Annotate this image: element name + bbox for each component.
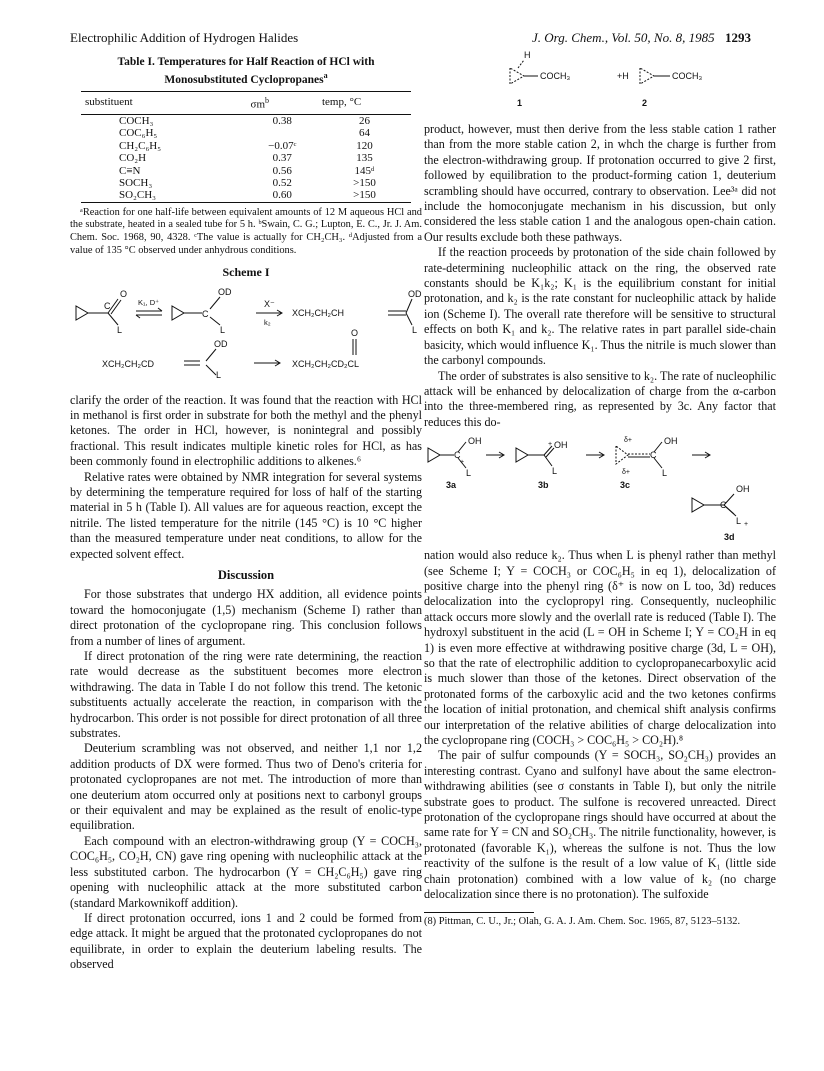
table-row: COC₆H₅ 64 [119, 127, 370, 140]
svg-text:K₁, D⁺: K₁, D⁺ [138, 297, 160, 307]
svg-text:L: L [662, 468, 668, 479]
right-para-5: The pair of sulfur compounds (Y = SOCH₃, SO₂CH₃) provides an interesting contrast. Cyano and sulfonyl have about the same electron-withdrawing abilities (see σ constants in Table I), but only the nitrile substrate goes to product. The sulfone is recovered unreacted. Direct protonation of the cyclopropane rings should have occurred at about the same rate for Y = CN and SO₂CH₃. The nitrile functionality, however, is protonated (favorable K₁), whereas the sulfone is not. Thus the low reactivity of the sulfone is the result of a low value of K₁ (little side chain protonation) combined with a low value of k₂ (no charge delocalization since there is no protonation). The sulfoxide [424, 748, 776, 902]
structures-3a-3d [424, 434, 776, 544]
scheme1-diagram [70, 281, 422, 379]
footnote-rule [424, 912, 534, 913]
svg-text:OH: OH [736, 484, 750, 495]
svg-text:XCH₂CH₂CH: XCH₂CH₂CH [292, 307, 344, 318]
scheme1-title: Scheme I [222, 265, 270, 280]
svg-text:2: 2 [642, 98, 648, 108]
svg-text:L: L [736, 516, 742, 527]
svg-text:+H: +H [617, 71, 629, 81]
svg-text:OH: OH [664, 436, 678, 447]
running-head-right: J. Org. Chem., Vol. 50, No. 8, 1985 [532, 30, 715, 45]
table1-caption: Table I. Temperatures for Half Reaction of HCl with Monosubstituted Cyclopropanes$^a$ [117, 56, 375, 86]
cations-1-2-diagram [424, 50, 776, 112]
svg-text:XCH₂CH₂CD₂CL: XCH₂CH₂CD₂CL [292, 358, 359, 369]
svg-text:OH: OH [468, 436, 482, 447]
reference-8: (8) Pittman, C. U., Jr.; Olah, G. A. J. Am. Chem. Soc. 1965, 87, 5123–5132. [424, 916, 741, 928]
table-row: CH₂C₆H₅ −0.07ᶜ 120 [119, 139, 373, 152]
table-row: C≡N 0.56 145ᵈ [119, 164, 375, 177]
right-column [424, 50, 776, 929]
table-row: SOCH₃ 0.52 >150 [119, 176, 376, 189]
svg-text:L: L [216, 369, 222, 379]
svg-text:OH: OH [554, 440, 568, 451]
left-para-2: Relative rates were obtained by NMR integration for several systems by determining the temperature required for loss of half of the starting material in 5 h (Table I). All values are for aqueous reaction, except the nitrile. The listed temperature for the nitrile (145 °C) is 10 °C higher than the measured temperature under neat conditions, to allow for the expected solvent effect. [70, 469, 422, 561]
svg-text:C: C [202, 308, 209, 319]
svg-text:3d: 3d [724, 532, 735, 543]
right-para-2: If the reaction proceeds by protonation of the side chain followed by rate-determining nucleophilic attack on the ring, the observed rate constants should be K₁k₂; K₁ is the equilibrium constant for initial protonation, and k₂ is the rate constant for nucleophilic attack by halide ion (Scheme I). The overall rate therefore will be sensitive to structural effects on both K₁ and k₂. The relative rates in part parallel side-chain basicity, which would influence K₁. Thus the nitrile is much slower than the carbonyl compounds. [424, 245, 776, 368]
table1-header-substituent: substituent [81, 91, 247, 114]
svg-text:C: C [104, 300, 111, 311]
right-para-3: The order of substrates is also sensitive to k₂. The rate of nucleophilic attack will be enhanced by delocalization of charge from the α-carbon into the three-membered ring, as represented by 3c. Any factor that reduces this do- [424, 368, 776, 429]
svg-text:δ+: δ+ [624, 437, 632, 445]
svg-text:X⁻: X⁻ [264, 298, 275, 309]
left-para-1: clarify the order of the reaction. It was found that the reaction with HCl in methanol is first order in substrate for both the methyl and the phenyl ketones. The order in HCl, however, is nonintegral and possibly fractional. This result indicates multiple kinetic roles for HCl, as has been commonly found in electrophilic additions to alkenes.⁶ [70, 392, 422, 469]
svg-text:L: L [220, 324, 226, 335]
svg-text:COCH₃: COCH₃ [540, 71, 571, 81]
svg-text:OD: OD [218, 286, 232, 297]
section-heading-discussion: Discussion [217, 567, 275, 582]
svg-text:L: L [412, 324, 418, 335]
svg-text:L: L [466, 468, 472, 479]
svg-text:+: + [460, 459, 465, 467]
svg-text:1: 1 [517, 98, 523, 108]
running-head-left: Electrophilic Addition of Hydrogen Halides [70, 30, 299, 45]
left-para-4: If direct protonation of the ring were rate determining, the reaction rate would decrease as the substituent becomes more electron withdrawing. The data in Table I do not follow this trend. The ketonic substituents actually accelerate the reaction, in comparison with the hydrocarbon. This order is not possible for direct protonation of all three substrates. [70, 649, 422, 741]
svg-text:O: O [351, 327, 359, 338]
table-row: CO₂H 0.37 135 [119, 152, 373, 165]
left-para-5: Deuterium scrambling was not observed, and neither 1,1 nor 1,2 addition products of DX were formed. Thus two of Deno's criteria for protonated cyclopropanes are not met. The introduction of more than one deuterium atom occurred only at positions next to carbonyl groups or their equivalent and may be explained as the result of enolic-type equilibration. [70, 741, 422, 833]
svg-text:C: C [650, 450, 657, 461]
table1 [81, 91, 411, 203]
svg-text:XCH₂CH₂CD: XCH₂CH₂CD [102, 358, 154, 369]
table-row: SO₂CH₃ 0.60 >150 [81, 189, 411, 202]
left-para-6: Each compound with an electron-withdrawing group (Y = COCH₃, COC₆H₅, CO₂H, CN) gave ring opening with nucleophilic attack at the less substituted carbon. The hydrocarbon (Y = CH₂C₆H₅) gave ring opening with nucleophilic attack at the more substituted carbon (standard Markownikoff addition). [70, 833, 422, 910]
svg-text:k₂: k₂ [264, 317, 271, 327]
right-para-1: product, however, must then derive from the less stable cation 1 rather than from the more stable cation 2, in whch the charge is further from the electron-withdrawing group. If protonation occurred to give 2 first, followed by equilibration to the product-forming cation 1, deuterium scrambling should have occurred, contrary to observation. Lee³ᵃ did not include the homoconjugate mechanism in his discussion, but only considered the less stable cation 1 and the analogous open-chain cation. Our results exclude both these pathways. [424, 122, 776, 244]
cyclopropane-ring [76, 306, 88, 320]
svg-text:OD: OD [214, 338, 228, 349]
svg-text:H: H [524, 50, 531, 60]
svg-text:3c: 3c [620, 480, 631, 491]
svg-text:+: + [744, 521, 749, 529]
left-column [70, 56, 422, 973]
table-row: COCH₃ 0.38 26 [119, 114, 370, 127]
left-para-3: For those substrates that undergo HX addition, all evidence points toward the homoconjugate (1,5) mechanism (Scheme I) rather than direct protonation of the cyclopropane ring. This conclusion follows from a number of lines of argument. [70, 587, 422, 648]
page-number: 1293 [725, 30, 751, 45]
table1-footnotes: ᵃReaction for one half-life between equivalent amounts of 12 M aqueous HCl and the substrate, heated in a sealed tube for 5 h. ᵇSwain, C. G.; Lupton, E. C., Jr. J. Am. Chem. Soc. 1968, 90, 4328. ᶜThe value is actually for CH₂CH₃. ᵈAdjusted from a value of 135 °C observed under anhydrous conditions. [70, 206, 422, 256]
right-para-4: nation would also reduce k₂. Thus when L is phenyl rather than methyl (see Scheme I; Y = COCH₃ or COC₆H₅ in eq 1), delocalization of positive charge into the phenyl ring (δ⁺ is now on L too, 3d) reduces delocalization into the cyclopropyl ring. Consequently, nucleophilic attack occurs more slowly and the overlall rate is reduced (Table I). The hydroxyl substituent in the acid (L = OH in Scheme I; Y = CO₂H in eq 1) is even more effective at withdrawing positive charge (3d, L = OH), so that the rate of electrophilic addition to cyclopropanecarboxylic acid is much slower than those of the ketones. Direct observation of the protonated forms of the carboxylic acid and the two ketones confirms the location of initial protonation, and chemical shift analysis confirms our interpretation of the relative abilities of charge delocalization into the cyclopropane ring (COCH₃ > COC₆H₅ > CO₂H).⁸ [424, 548, 776, 747]
table1-header-sigma: $\sigma m^b$ [247, 91, 318, 114]
svg-text:L: L [552, 466, 558, 477]
svg-text:OD: OD [408, 288, 422, 299]
scheme1-o: O [120, 288, 128, 299]
svg-text:δ+: δ+ [622, 469, 630, 477]
svg-text:L: L [117, 324, 123, 335]
left-para-7: If direct protonation occurred, ions 1 and 2 could be formed from edge attack. It might be argued that the protonated cyclopropanes do not equilibrate, in order to explain the deuterium labeling results. The observed [70, 910, 422, 972]
svg-text:3b: 3b [538, 480, 549, 491]
table1-header-temp: temp, °C [318, 91, 411, 114]
svg-text:C: C [454, 450, 461, 461]
svg-text:+: + [548, 441, 553, 449]
svg-text:C: C [720, 500, 727, 511]
svg-text:COCH₃: COCH₃ [672, 71, 703, 81]
svg-text:3a: 3a [446, 480, 457, 491]
